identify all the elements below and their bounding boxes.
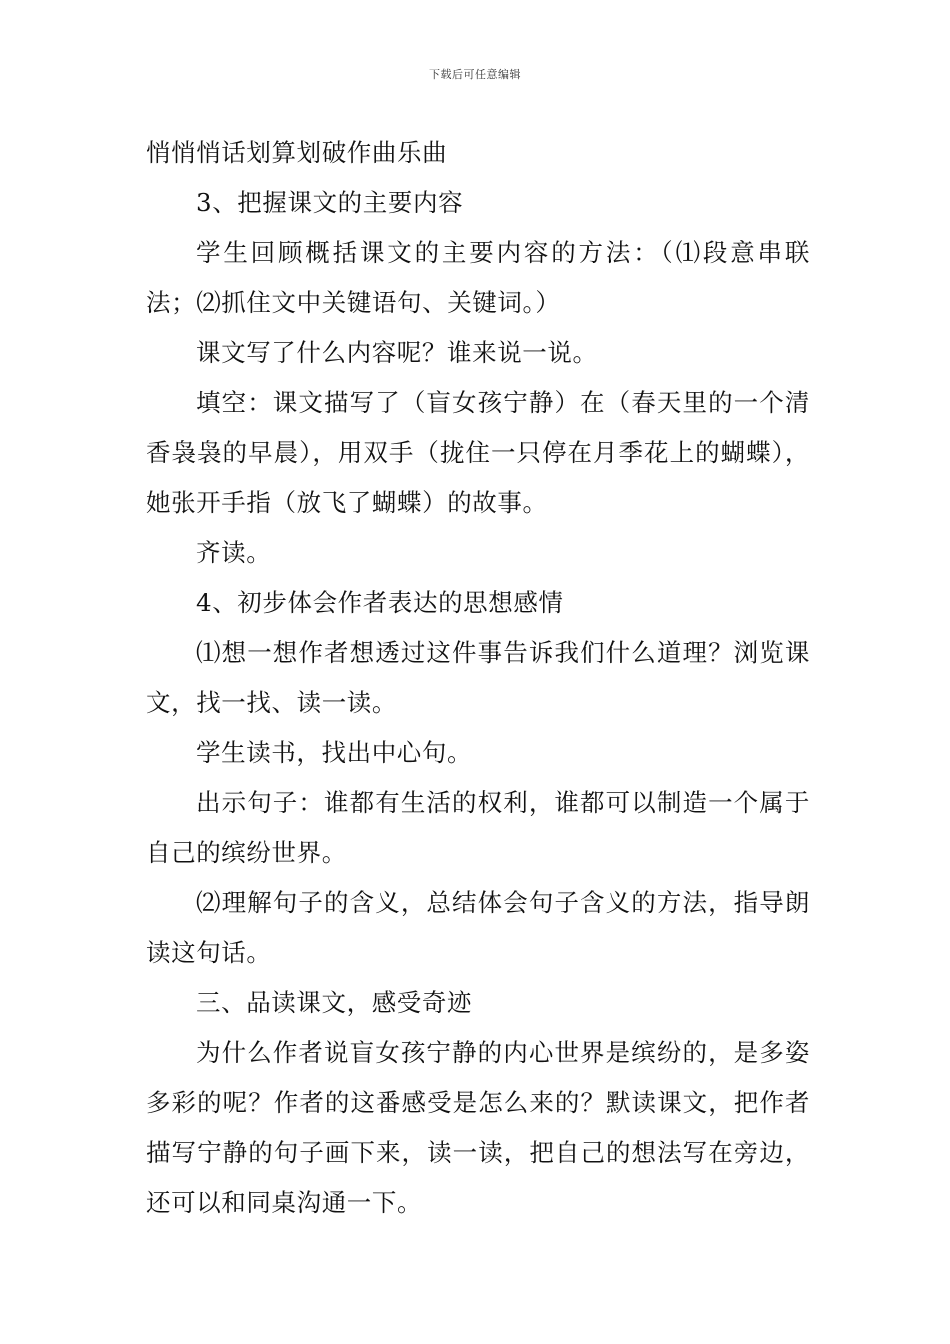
paragraph-why-colorful: 为什么作者说盲女孩宁静的内心世界是缤纷的，是多姿多彩的呢？作者的这番感受是怎么来的？默读课文，把作者描写宁静的句子画下来，读一读，把自己的想法写在旁边，还可以和同桌沟通一下。 — [146, 1038, 810, 1217]
paragraph-word-list: 悄悄悄话划算划破作曲乐曲 — [146, 138, 448, 167]
paragraph-find-central-sentence: 学生读书，找出中心句。 — [196, 738, 473, 767]
paragraph-summary-methods: 学生回顾概括课文的主要内容的方法：（⑴段意串联法；⑵抓住文中关键语句、关键词。） — [146, 238, 810, 317]
paragraph-fill-blank: 填空：课文描写了（盲女孩宁静）在（春天里的一个清香袅袅的早晨），用双手（拢住一只停在月季花上的蝴蝶），她张开手指（放飞了蝴蝶）的故事。 — [146, 388, 810, 517]
paragraph-think-question: ⑴想一想作者想透过这件事告诉我们什么道理？浏览课文，找一找、读一读。 — [146, 638, 810, 717]
paragraph-understand-meaning: ⑵理解句子的含义，总结体会句子含义的方法，指导朗读这句话。 — [146, 888, 810, 967]
paragraph-read-together: 齐读。 — [196, 538, 272, 567]
paragraph-section-three-heading: 三、品读课文，感受奇迹 — [196, 988, 473, 1017]
paragraph-show-sentence: 出示句子：谁都有生活的权利，谁都可以制造一个属于自己的缤纷世界。 — [146, 788, 810, 867]
document-body — [146, 128, 810, 1228]
page-header-note: 下载后可任意编辑 — [429, 68, 521, 81]
paragraph-section-4-heading: 4、初步体会作者表达的思想感情 — [196, 588, 564, 617]
paragraph-question: 课文写了什么内容呢？谁来说一说。 — [196, 338, 598, 367]
paragraph-section-3-heading: 3、把握课文的主要内容 — [196, 188, 464, 217]
